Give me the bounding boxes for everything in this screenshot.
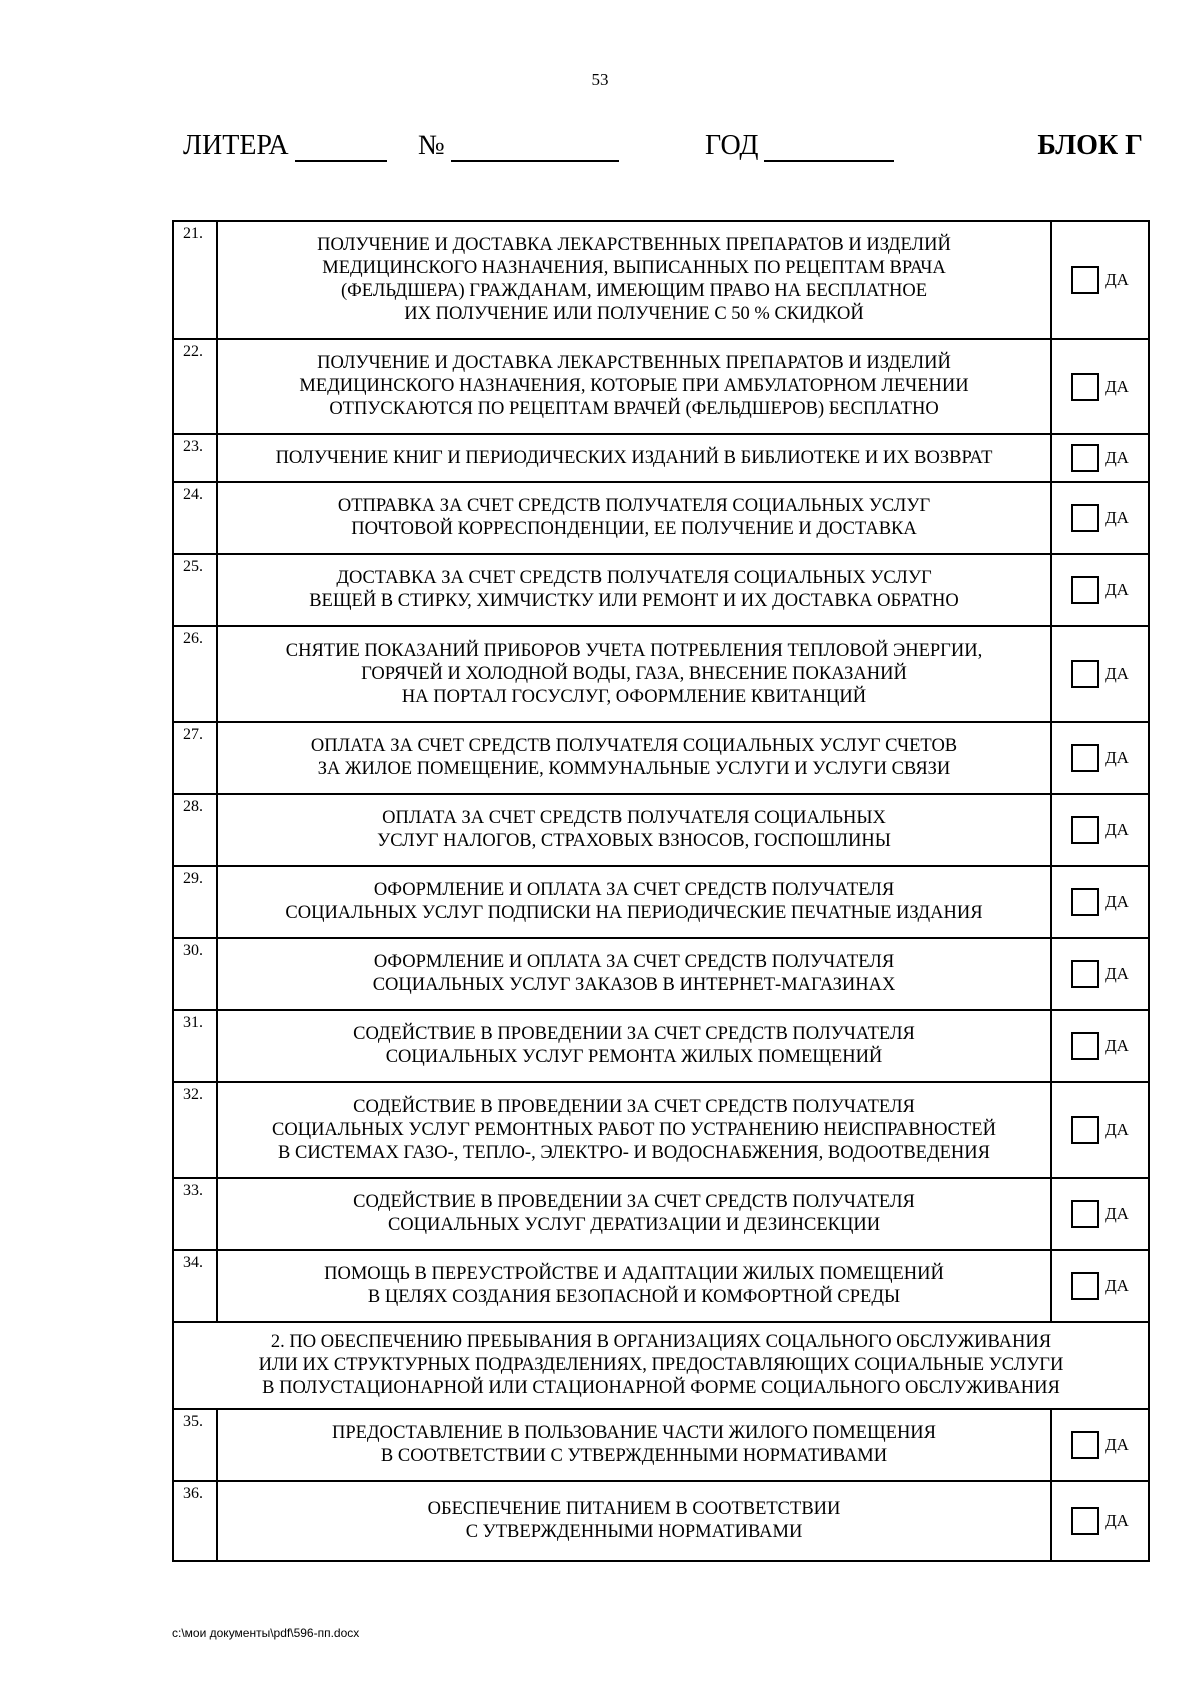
description-line: ВЕЩЕЙ В СТИРКУ, ХИМЧИСТКУ ИЛИ РЕМОНТ И ИХ ДОСТАВКА ОБРАТНО bbox=[309, 591, 959, 611]
description-line: ПОЧТОВОЙ КОРРЕСПОНДЕНЦИИ, ЕЕ ПОЛУЧЕНИЕ И ДОСТАВКА bbox=[351, 519, 917, 539]
row-number: 34. bbox=[173, 1250, 217, 1322]
description-line: ПОЛУЧЕНИЕ И ДОСТАВКА ЛЕКАРСТВЕННЫХ ПРЕПАРАТОВ И ИЗДЕЛИЙ bbox=[317, 235, 951, 255]
section-heading-line: В ПОЛУСТАЦИОНАРНОЙ ИЛИ СТАЦИОНАРНОЙ ФОРМЕ СОЦИАЛЬНОГО ОБСЛУЖИВАНИЯ bbox=[262, 1378, 1060, 1398]
services-table bbox=[172, 220, 1150, 1562]
row-number: 28. bbox=[173, 794, 217, 866]
row-number: 27. bbox=[173, 722, 217, 794]
description-line: ПРЕДОСТАВЛЕНИЕ В ПОЛЬЗОВАНИЕ ЧАСТИ ЖИЛОГО ПОМЕЩЕНИЯ bbox=[331, 1423, 937, 1443]
description-line: В СООТВЕТСТВИИ С УТВЕРЖДЕННЫМИ НОРМАТИВАМИ bbox=[380, 1446, 888, 1466]
yes-label: ДА bbox=[1105, 580, 1129, 599]
litera-label: ЛИТЕРА bbox=[183, 130, 289, 161]
consent-cell bbox=[1051, 1010, 1149, 1082]
service-row bbox=[173, 626, 1149, 722]
service-description bbox=[217, 1010, 1051, 1082]
service-description bbox=[217, 626, 1051, 722]
row-number: 23. bbox=[173, 434, 217, 482]
service-description bbox=[217, 1082, 1051, 1178]
yes-label: ДА bbox=[1105, 1204, 1129, 1223]
litera-blank[interactable] bbox=[295, 134, 387, 162]
description-line: ОПЛАТА ЗА СЧЕТ СРЕДСТВ ПОЛУЧАТЕЛЯ СОЦИАЛЬНЫХ УСЛУГ СЧЕТОВ bbox=[310, 736, 958, 756]
description-line: СОЦИАЛЬНЫХ УСЛУГ ДЕРАТИЗАЦИИ И ДЕЗИНСЕКЦИИ bbox=[387, 1215, 881, 1235]
service-description bbox=[217, 1409, 1051, 1481]
description-line: СОДЕЙСТВИЕ В ПРОВЕДЕНИИ ЗА СЧЕТ СРЕДСТВ ПОЛУЧАТЕЛЯ bbox=[353, 1096, 915, 1117]
number-blank[interactable] bbox=[451, 134, 619, 162]
yes-label: ДА bbox=[1105, 508, 1129, 527]
yes-checkbox[interactable] bbox=[1071, 960, 1099, 988]
description-line: СОЦИАЛЬНЫХ УСЛУГ ПОДПИСКИ НА ПЕРИОДИЧЕСКИЕ ПЕЧАТНЫЕ ИЗДАНИЯ bbox=[285, 903, 983, 923]
service-description bbox=[217, 1481, 1051, 1561]
service-description bbox=[217, 339, 1051, 434]
consent-cell bbox=[1051, 1481, 1149, 1561]
description-line: СОДЕЙСТВИЕ В ПРОВЕДЕНИИ ЗА СЧЕТ СРЕДСТВ ПОЛУЧАТЕЛЯ bbox=[353, 1024, 915, 1044]
service-description bbox=[217, 1250, 1051, 1322]
service-row bbox=[173, 434, 1149, 482]
service-description bbox=[217, 482, 1051, 554]
consent-cell bbox=[1051, 722, 1149, 794]
description-line: ИХ ПОЛУЧЕНИЕ ИЛИ ПОЛУЧЕНИЕ С 50 % СКИДКОЙ bbox=[404, 304, 864, 324]
yes-label: ДА bbox=[1105, 270, 1129, 289]
footer-file-path: c:\мои документы\pdf\596-пп.docx bbox=[172, 1626, 360, 1640]
description-line: ОФОРМЛЕНИЕ И ОПЛАТА ЗА СЧЕТ СРЕДСТВ ПОЛУЧАТЕЛЯ bbox=[373, 952, 895, 972]
consent-cell bbox=[1051, 1250, 1149, 1322]
yes-checkbox[interactable] bbox=[1071, 660, 1099, 688]
consent-cell bbox=[1051, 938, 1149, 1010]
row-number: 33. bbox=[173, 1178, 217, 1250]
yes-label: ДА bbox=[1105, 376, 1129, 396]
yes-checkbox[interactable] bbox=[1071, 1116, 1099, 1144]
description-line: СОЦИАЛЬНЫХ УСЛУГ РЕМОНТА ЖИЛЫХ ПОМЕЩЕНИЙ bbox=[385, 1047, 883, 1067]
description-line: (ФЕЛЬДШЕРА) ГРАЖДАНАМ, ИМЕЮЩИМ ПРАВО НА БЕСПЛАТНОЕ bbox=[340, 281, 927, 301]
section-heading-line: ИЛИ ИХ СТРУКТУРНЫХ ПОДРАЗДЕЛЕНИЯХ, ПРЕДОСТАВЛЯЮЩИХ СОЦИАЛЬНЫЕ УСЛУГИ bbox=[258, 1355, 1064, 1375]
service-row bbox=[173, 1178, 1149, 1250]
row-number: 24. bbox=[173, 482, 217, 554]
description-line: ПОЛУЧЕНИЕ И ДОСТАВКА ЛЕКАРСТВЕННЫХ ПРЕПАРАТОВ И ИЗДЕЛИЙ bbox=[317, 353, 951, 373]
consent-cell bbox=[1051, 434, 1149, 482]
consent-cell bbox=[1051, 1178, 1149, 1250]
service-description bbox=[217, 866, 1051, 938]
consent-cell bbox=[1051, 221, 1149, 339]
consent-cell bbox=[1051, 626, 1149, 722]
yes-label: ДА bbox=[1105, 964, 1129, 983]
yes-label: ДА bbox=[1105, 664, 1129, 683]
row-number: 30. bbox=[173, 938, 217, 1010]
consent-cell bbox=[1051, 1082, 1149, 1178]
yes-checkbox[interactable] bbox=[1071, 266, 1099, 294]
yes-checkbox[interactable] bbox=[1071, 816, 1099, 844]
description-line: ОБЕСПЕЧЕНИЕ ПИТАНИЕМ В СООТВЕТСТВИИ bbox=[427, 1499, 841, 1519]
number-label: № bbox=[418, 130, 445, 161]
row-number: 31. bbox=[173, 1010, 217, 1082]
description-line: МЕДИЦИНСКОГО НАЗНАЧЕНИЯ, ВЫПИСАННЫХ ПО РЕЦЕПТАМ ВРАЧА bbox=[322, 258, 946, 278]
yes-checkbox[interactable] bbox=[1071, 1507, 1099, 1535]
row-number: 21. bbox=[173, 221, 217, 339]
block-label: БЛОК Г bbox=[1037, 130, 1143, 161]
consent-cell bbox=[1051, 554, 1149, 626]
service-description bbox=[217, 938, 1051, 1010]
form-header bbox=[183, 130, 1143, 166]
yes-label: ДА bbox=[1105, 448, 1129, 467]
year-blank[interactable] bbox=[764, 134, 894, 162]
service-description bbox=[217, 221, 1051, 339]
yes-checkbox[interactable] bbox=[1071, 576, 1099, 604]
service-description bbox=[217, 1178, 1051, 1250]
service-row bbox=[173, 938, 1149, 1010]
description-line: ОТПУСКАЮТСЯ ПО РЕЦЕПТАМ ВРАЧЕЙ (ФЕЛЬДШЕРОВ) БЕСПЛАТНО bbox=[329, 399, 939, 419]
year-field bbox=[705, 130, 894, 162]
yes-label: ДА bbox=[1105, 820, 1129, 839]
row-number: 35. bbox=[173, 1409, 217, 1481]
service-description bbox=[217, 434, 1051, 482]
service-row bbox=[173, 1409, 1149, 1481]
yes-label: ДА bbox=[1105, 1511, 1129, 1530]
service-description bbox=[217, 554, 1051, 626]
service-row bbox=[173, 482, 1149, 554]
service-row bbox=[173, 221, 1149, 339]
yes-checkbox[interactable] bbox=[1071, 504, 1099, 532]
yes-label: ДА bbox=[1105, 1435, 1129, 1454]
description-line: НА ПОРТАЛ ГОСУСЛУГ, ОФОРМЛЕНИЕ КВИТАНЦИЙ bbox=[401, 686, 867, 707]
consent-cell bbox=[1051, 339, 1149, 434]
yes-checkbox[interactable] bbox=[1071, 888, 1099, 916]
row-number: 29. bbox=[173, 866, 217, 938]
service-row bbox=[173, 1082, 1149, 1178]
yes-checkbox[interactable] bbox=[1071, 444, 1099, 472]
yes-label: ДА bbox=[1105, 892, 1129, 911]
service-row bbox=[173, 866, 1149, 938]
description-line: В СИСТЕМАХ ГАЗО-, ТЕПЛО-, ЭЛЕКТРО- И ВОДОСНАБЖЕНИЯ, ВОДООТВЕДЕНИЯ bbox=[278, 1142, 990, 1163]
description-line: МЕДИЦИНСКОГО НАЗНАЧЕНИЯ, КОТОРЫЕ ПРИ АМБУЛАТОРНОМ ЛЕЧЕНИИ bbox=[299, 376, 969, 396]
yes-checkbox[interactable] bbox=[1071, 744, 1099, 772]
service-row bbox=[173, 1010, 1149, 1082]
yes-checkbox[interactable] bbox=[1071, 1032, 1099, 1060]
number-field bbox=[418, 130, 619, 162]
description-line: СОЦИАЛЬНЫХ УСЛУГ РЕМОНТНЫХ РАБОТ ПО УСТРАНЕНИЮ НЕИСПРАВНОСТЕЙ bbox=[272, 1119, 996, 1140]
yes-label: ДА bbox=[1105, 748, 1129, 767]
service-row bbox=[173, 794, 1149, 866]
yes-checkbox[interactable] bbox=[1071, 1272, 1099, 1300]
section-heading-line: 2. ПО ОБЕСПЕЧЕНИЮ ПРЕБЫВАНИЯ В ОРГАНИЗАЦИЯХ СОЦАЛЬНОГО ОБСЛУЖИВАНИЯ bbox=[270, 1332, 1052, 1352]
service-row bbox=[173, 339, 1149, 434]
yes-checkbox[interactable] bbox=[1071, 1200, 1099, 1228]
description-line: В ЦЕЛЯХ СОЗДАНИЯ БЕЗОПАСНОЙ И КОМФОРТНОЙ СРЕДЫ bbox=[367, 1287, 901, 1307]
service-description bbox=[217, 722, 1051, 794]
description-line: ЗА ЖИЛОЕ ПОМЕЩЕНИЕ, КОММУНАЛЬНЫЕ УСЛУГИ И УСЛУГИ СВЯЗИ bbox=[317, 759, 951, 779]
description-line: УСЛУГ НАЛОГОВ, СТРАХОВЫХ ВЗНОСОВ, ГОСПОШЛИНЫ bbox=[377, 831, 891, 851]
description-line: ПОМОЩЬ В ПЕРЕУСТРОЙСТВЕ И АДАПТАЦИИ ЖИЛЫХ ПОМЕЩЕНИЙ bbox=[324, 1264, 944, 1284]
service-row bbox=[173, 1250, 1149, 1322]
yes-label: ДА bbox=[1105, 1276, 1129, 1295]
service-row bbox=[173, 554, 1149, 626]
consent-cell bbox=[1051, 794, 1149, 866]
row-number: 32. bbox=[173, 1082, 217, 1178]
description-line: СОДЕЙСТВИЕ В ПРОВЕДЕНИИ ЗА СЧЕТ СРЕДСТВ ПОЛУЧАТЕЛЯ bbox=[353, 1192, 915, 1212]
service-row bbox=[173, 1481, 1149, 1561]
service-description bbox=[217, 794, 1051, 866]
description-line: СНЯТИЕ ПОКАЗАНИЙ ПРИБОРОВ УЧЕТА ПОТРЕБЛЕНИЯ ТЕПЛОВОЙ ЭНЕРГИИ, bbox=[285, 640, 983, 661]
consent-cell bbox=[1051, 482, 1149, 554]
description-line: ДОСТАВКА ЗА СЧЕТ СРЕДСТВ ПОЛУЧАТЕЛЯ СОЦИАЛЬНЫХ УСЛУГ bbox=[336, 568, 932, 588]
yes-label: ДА bbox=[1105, 1120, 1129, 1139]
description-line: ГОРЯЧЕЙ И ХОЛОДНОЙ ВОДЫ, ГАЗА, ВНЕСЕНИЕ ПОКАЗАНИЙ bbox=[361, 663, 907, 684]
litera-field bbox=[183, 130, 387, 162]
description-line: ОПЛАТА ЗА СЧЕТ СРЕДСТВ ПОЛУЧАТЕЛЯ СОЦИАЛЬНЫХ bbox=[382, 808, 886, 828]
description-line: ОТПРАВКА ЗА СЧЕТ СРЕДСТВ ПОЛУЧАТЕЛЯ СОЦИАЛЬНЫХ УСЛУГ bbox=[337, 496, 931, 516]
yes-checkbox[interactable] bbox=[1071, 373, 1099, 401]
description-line: ОФОРМЛЕНИЕ И ОПЛАТА ЗА СЧЕТ СРЕДСТВ ПОЛУЧАТЕЛЯ bbox=[373, 880, 895, 900]
row-number: 22. bbox=[173, 339, 217, 434]
row-number: 26. bbox=[173, 626, 217, 722]
yes-label: ДА bbox=[1105, 1036, 1129, 1055]
consent-cell bbox=[1051, 866, 1149, 938]
page-number: 53 bbox=[591, 70, 609, 89]
yes-checkbox[interactable] bbox=[1071, 1431, 1099, 1459]
year-label: ГОД bbox=[705, 130, 759, 161]
section-2-row bbox=[173, 1322, 1149, 1409]
description-line: СОЦИАЛЬНЫХ УСЛУГ ЗАКАЗОВ В ИНТЕРНЕТ-МАГАЗИНАХ bbox=[372, 975, 896, 995]
consent-cell bbox=[1051, 1409, 1149, 1481]
description-line: С УТВЕРЖДЕННЫМИ НОРМАТИВАМИ bbox=[465, 1522, 803, 1542]
section-2-heading bbox=[173, 1322, 1149, 1409]
row-number: 25. bbox=[173, 554, 217, 626]
row-number: 36. bbox=[173, 1481, 217, 1561]
service-row bbox=[173, 722, 1149, 794]
description-line: ПОЛУЧЕНИЕ КНИГ И ПЕРИОДИЧЕСКИХ ИЗДАНИЙ В БИБЛИОТЕКЕ И ИХ ВОЗВРАТ bbox=[275, 447, 993, 468]
